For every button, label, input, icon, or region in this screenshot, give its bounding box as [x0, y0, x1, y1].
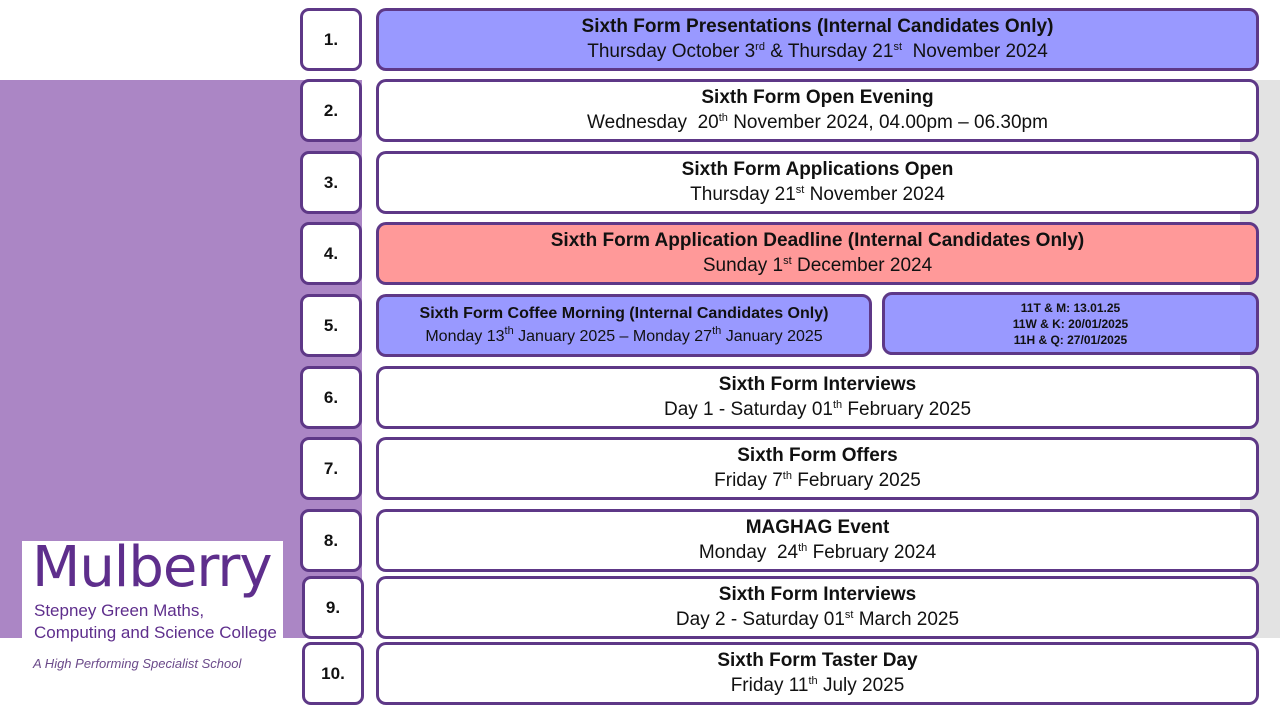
number-label: 8.	[323, 530, 339, 550]
number-badge	[300, 509, 362, 572]
number-badge	[300, 222, 362, 285]
group-date: 11H & Q: 27/01/2025	[1013, 332, 1128, 347]
number-label: 2.	[323, 100, 339, 120]
event-title: Sixth Form Interviews	[718, 584, 917, 605]
event-box-coffee-morning	[376, 294, 872, 357]
date-part: January 2025	[721, 327, 823, 345]
date-suffix: st	[795, 184, 805, 196]
number-label: 9.	[325, 597, 341, 617]
event-box-application-deadline	[376, 222, 1259, 285]
date-suffix: th	[504, 324, 514, 337]
date-part: Monday 13	[425, 327, 505, 345]
logo-wordmark: Mulberry	[32, 535, 272, 600]
event-box-offers	[376, 437, 1259, 500]
date-part: July 2025	[817, 675, 905, 696]
number-label: 4.	[323, 243, 339, 263]
date-part: Day 2 - Saturday 01	[675, 609, 845, 630]
event-box-presentations	[376, 8, 1259, 71]
date-suffix: th	[808, 675, 818, 687]
number-badge	[300, 366, 362, 429]
date-part: November 2024	[804, 184, 945, 205]
event-title: Sixth Form Application Deadline (Internal Candidates Only)	[550, 230, 1085, 251]
event-box-interviews-day2	[376, 576, 1259, 639]
logo-line-1: Stepney Green Maths,	[34, 601, 205, 620]
event-date	[664, 397, 971, 423]
number-label: 6.	[323, 387, 339, 407]
date-part: December 2024	[791, 255, 933, 276]
school-tagline: A High Performing Specialist School	[33, 656, 242, 671]
number-badge	[300, 79, 362, 142]
date-suffix: st	[893, 41, 903, 53]
number-label: 5.	[323, 315, 339, 335]
event-title: Sixth Form Presentations (Internal Candidates Only)	[581, 16, 1054, 37]
event-date	[699, 540, 936, 566]
number-label: 7.	[323, 458, 339, 478]
date-part: Wednesday 20	[587, 112, 719, 133]
event-box-taster-day	[376, 642, 1259, 705]
number-badge	[300, 8, 362, 71]
date-suffix: th	[782, 470, 792, 482]
event-date	[587, 39, 1048, 65]
event-title: Sixth Form Interviews	[718, 374, 917, 395]
number-badge	[300, 437, 362, 500]
date-suffix: th	[798, 542, 808, 554]
date-part: Friday 11	[730, 675, 809, 696]
school-logo	[22, 535, 283, 642]
date-part: Thursday 21	[690, 184, 796, 205]
number-badge	[302, 576, 364, 639]
number-badge	[300, 151, 362, 214]
date-part: Thursday October 3	[587, 41, 756, 62]
event-date	[731, 673, 905, 699]
event-box-applications-open	[376, 151, 1259, 214]
date-part: & Thursday 21	[764, 41, 894, 62]
number-label: 10.	[321, 663, 345, 683]
date-part: Monday 24	[698, 542, 799, 563]
event-date	[690, 182, 945, 208]
number-badge	[300, 294, 362, 357]
number-label: 1.	[323, 29, 339, 49]
event-date	[714, 468, 921, 494]
event-box-interviews-day1	[376, 366, 1259, 429]
group-date: 11T & M: 13.01.25	[1020, 300, 1121, 315]
date-part: Friday 7	[714, 470, 783, 491]
event-title: MAGHAG Event	[745, 517, 890, 538]
date-part: January 2025 – Monday 27	[513, 327, 713, 345]
event-title: Sixth Form Open Evening	[701, 87, 934, 108]
date-part: Day 1 - Saturday 01	[663, 399, 833, 420]
date-part: Sunday 1	[702, 255, 784, 276]
date-suffix: th	[712, 324, 722, 337]
number-label: 3.	[323, 172, 339, 192]
event-date	[703, 253, 932, 279]
number-badge	[302, 642, 364, 705]
event-date	[587, 110, 1048, 136]
date-suffix: st	[783, 255, 792, 267]
coffee-morning-groups-box	[882, 292, 1259, 355]
event-box-open-evening	[376, 79, 1259, 142]
date-suffix: rd	[755, 41, 765, 53]
date-part: November 2024	[902, 41, 1048, 62]
date-part: March 2025	[853, 609, 960, 630]
event-title: Sixth Form Coffee Morning (Internal Candidates Only)	[419, 304, 829, 322]
date-part: November 2024, 04.00pm – 06.30pm	[727, 112, 1048, 133]
event-title: Sixth Form Offers	[737, 445, 898, 466]
event-title: Sixth Form Taster Day	[717, 650, 918, 671]
date-suffix: th	[832, 399, 843, 411]
date-part: February 2025	[791, 470, 921, 491]
event-title: Sixth Form Applications Open	[681, 159, 954, 180]
date-part: February 2025	[842, 399, 972, 420]
group-date: 11W & K: 20/01/2025	[1012, 316, 1129, 331]
logo-line-2: Computing and Science College	[34, 623, 277, 642]
date-part: February 2024	[807, 542, 937, 563]
event-date	[425, 325, 822, 349]
date-suffix: th	[718, 112, 728, 124]
event-date	[676, 607, 959, 633]
date-suffix: st	[844, 609, 854, 621]
event-box-maghag	[376, 509, 1259, 572]
